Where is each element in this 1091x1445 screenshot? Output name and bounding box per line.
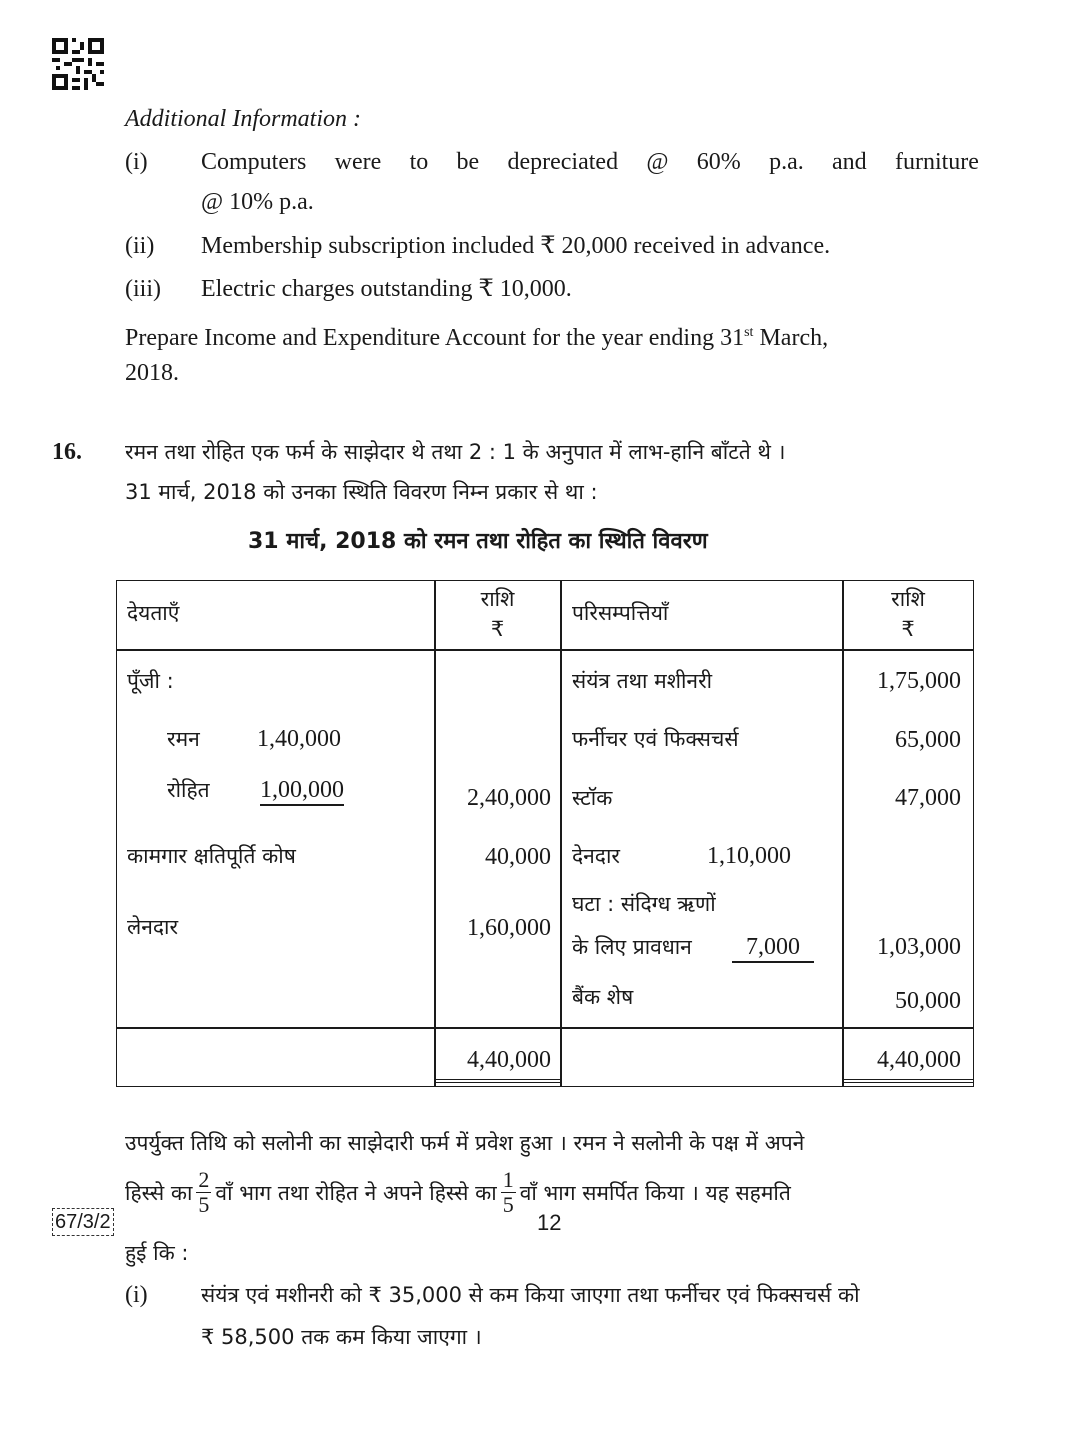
item-text: Electric charges outstanding ₹ 10,000. <box>201 276 572 302</box>
additional-info-heading: Additional Information : <box>125 106 361 132</box>
header-amount: राशि <box>891 587 925 611</box>
item-text-line: @ 10% p.a. <box>201 189 314 215</box>
bank-balance-label: बैंक शेष <box>572 985 634 1009</box>
plant-machinery: संयंत्र तथा मशीनरी <box>572 669 713 693</box>
partner-raman: रमन <box>167 727 200 751</box>
total-liabilities: 4,40,000 <box>467 1047 551 1073</box>
item-number: (iii) <box>125 276 161 302</box>
stock-amount: 47,000 <box>895 785 961 811</box>
item-text: Membership subscription included ₹ 20,000 received in advance. <box>201 233 831 259</box>
less-provision-label: घटा : संदिग्ध ऋणों <box>572 892 716 916</box>
rohit-capital: 1,00,000 <box>260 777 344 806</box>
paragraph-line: हुई कि : <box>125 1241 189 1265</box>
bank-amount: 50,000 <box>895 988 961 1014</box>
header-amount: राशि <box>480 587 515 611</box>
capital-label: पूँजी : <box>127 669 174 693</box>
plant-amount: 1,75,000 <box>877 668 961 694</box>
question-text-line: रमन तथा रोहित एक फर्म के साझेदार थे तथा 2 : 1 के अनुपात में लाभ-हानि बाँटते थे । <box>125 440 786 464</box>
workmen-compensation-fund: कामगार क्षतिपूर्ति कोष <box>127 844 296 868</box>
item-number: (i) <box>125 149 148 175</box>
creditors-label: लेनदार <box>127 915 179 939</box>
capital-total: 2,40,000 <box>467 785 551 811</box>
debtors-label: देनदार <box>572 844 620 868</box>
point-number: (i) <box>125 1282 148 1308</box>
total-assets: 4,40,000 <box>877 1047 961 1073</box>
item-text-line: Computers were to be depreciated @ 60% p.a. and furniture <box>201 149 979 175</box>
furniture-fixtures: फर्नीचर एवं फिक्सचर्स <box>572 727 739 751</box>
point-text-line: ₹ 58,500 तक कम किया जाएगा । <box>201 1325 482 1349</box>
provision-label: के लिए प्रावधान <box>572 935 692 959</box>
header-currency: ₹ <box>901 617 915 641</box>
header-assets: परिसम्पत्तियाँ <box>572 601 669 625</box>
furniture-amount: 65,000 <box>895 727 961 753</box>
creditors-amount: 1,60,000 <box>467 915 551 941</box>
item-number: (ii) <box>125 233 155 259</box>
partner-rohit: रोहित <box>167 778 210 802</box>
paragraph-line-fractions: हिस्से का $\frac{2}{5}$ वाँ भाग तथा रोहित ने अपने हिस्से का $\frac{1}{5}$ वाँ भाग समर्पित किया । यह सहमति <box>125 1167 791 1217</box>
fraction-two-fifths: $\frac{2}{5}$ <box>198 1167 210 1217</box>
header-liabilities: देयताएँ <box>127 601 180 625</box>
prepare-instruction-year: 2018. <box>125 360 179 386</box>
question-number: 16. <box>52 439 82 465</box>
paper-code: 67/3/2 <box>52 1208 114 1236</box>
balance-sheet-table <box>116 580 974 1087</box>
fraction-one-fifth: $\frac{1}{5}$ <box>502 1167 514 1217</box>
wcf-amount: 40,000 <box>485 844 551 870</box>
prepare-instruction: Prepare Income and Expenditure Account for the year ending 31st March, <box>125 325 829 351</box>
raman-capital: 1,40,000 <box>257 726 341 752</box>
paragraph-line: उपर्युक्त तिथि को सलोनी का साझेदारी फर्म में प्रवेश हुआ । रमन ने सलोनी के पक्ष में अपने <box>125 1131 805 1155</box>
provision-amount: 7,000 <box>732 933 814 963</box>
balance-sheet-title: 31 मार्च, 2018 को रमन तथा रोहित का स्थिति विवरण <box>248 529 708 554</box>
header-currency: ₹ <box>490 617 505 641</box>
page-number: 12 <box>537 1210 562 1235</box>
stock-label: स्टॉक <box>572 786 613 810</box>
debtors-amount: 1,10,000 <box>707 843 791 869</box>
point-text-line: संयंत्र एवं मशीनरी को ₹ 35,000 से कम किया जाएगा तथा फर्नीचर एवं फिक्सचर्स को <box>201 1283 860 1307</box>
debtors-net-amount: 1,03,000 <box>877 934 961 960</box>
qr-code-icon <box>52 38 104 90</box>
question-text-line: 31 मार्च, 2018 को उनका स्थिति विवरण निम्न प्रकार से था : <box>125 480 598 504</box>
